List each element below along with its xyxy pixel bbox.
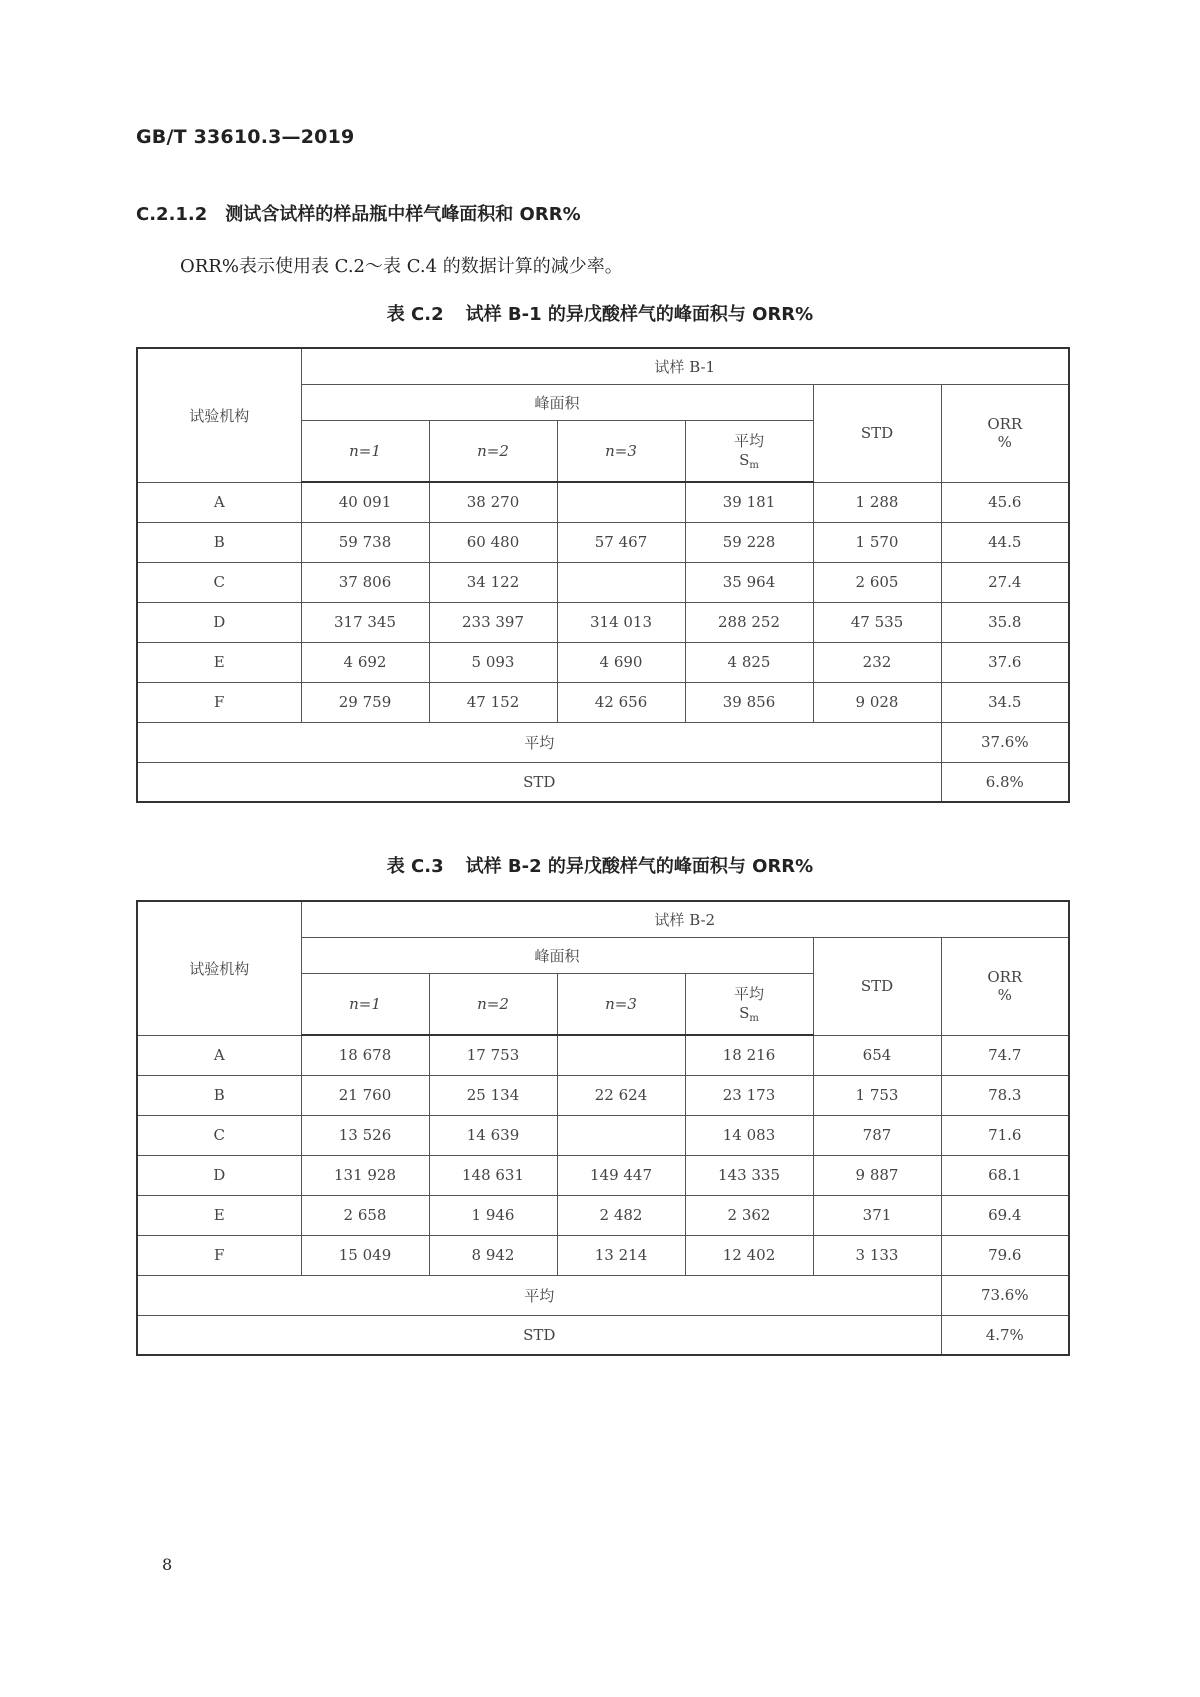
table-cell: 73.6% bbox=[941, 1275, 1069, 1315]
table-cell: 2 362 bbox=[685, 1195, 813, 1235]
sm-symbol-part: m bbox=[749, 1013, 759, 1025]
summary-row-avg bbox=[137, 1275, 1069, 1315]
table-caption bbox=[0, 300, 1200, 326]
table-cell: 1 753 bbox=[813, 1075, 941, 1115]
header-peak-area: 峰面积 bbox=[301, 384, 813, 420]
sm-symbol-part: m bbox=[749, 460, 759, 472]
header-lab: 试验机构 bbox=[137, 901, 301, 1035]
table-cell: 79.6 bbox=[941, 1235, 1069, 1275]
table-row bbox=[137, 642, 1069, 682]
header-std: STD bbox=[813, 937, 941, 1035]
table-cell: STD bbox=[137, 762, 941, 802]
table-cell: 59 228 bbox=[685, 522, 813, 562]
table-cell: 787 bbox=[813, 1115, 941, 1155]
header-n3: n=3 bbox=[557, 973, 685, 1035]
table-cell: 14 639 bbox=[429, 1115, 557, 1155]
table-cell: 4.7% bbox=[941, 1315, 1069, 1355]
summary-row-avg bbox=[137, 722, 1069, 762]
summary-row-std bbox=[137, 1315, 1069, 1355]
table-cell bbox=[557, 1035, 685, 1075]
table-cell: F bbox=[137, 1235, 301, 1275]
table-cell: 39 181 bbox=[685, 482, 813, 522]
table-cell: 18 678 bbox=[301, 1035, 429, 1075]
table-cell: 6.8% bbox=[941, 762, 1069, 802]
header-n2: n=2 bbox=[429, 973, 557, 1035]
sm-symbol-part: S bbox=[739, 451, 750, 470]
header-sm bbox=[686, 1004, 813, 1024]
header-std: STD bbox=[813, 384, 941, 482]
table-cell: 34 122 bbox=[429, 562, 557, 602]
table-cell: 131 928 bbox=[301, 1155, 429, 1195]
table-title: 试样 B-2 的异戊酸样气的峰面积与 ORR% bbox=[465, 856, 814, 877]
table-cell: 9 887 bbox=[813, 1155, 941, 1195]
table-cell: 29 759 bbox=[301, 682, 429, 722]
header-lab: 试验机构 bbox=[137, 348, 301, 482]
table-row bbox=[137, 562, 1069, 602]
table-cell: C bbox=[137, 1115, 301, 1155]
table-cell: 57 467 bbox=[557, 522, 685, 562]
table-cell: 149 447 bbox=[557, 1155, 685, 1195]
table-row bbox=[137, 1235, 1069, 1275]
table-cell: 1 570 bbox=[813, 522, 941, 562]
standard-code: GB/T 33610.3—2019 bbox=[136, 126, 355, 148]
table-cell bbox=[557, 1115, 685, 1155]
table-cell: 78.3 bbox=[941, 1075, 1069, 1115]
table-row bbox=[137, 682, 1069, 722]
table-cell: 42 656 bbox=[557, 682, 685, 722]
table-cell: 60 480 bbox=[429, 522, 557, 562]
table-cell: 8 942 bbox=[429, 1235, 557, 1275]
table-cell: E bbox=[137, 642, 301, 682]
summary-row-std bbox=[137, 762, 1069, 802]
table-row bbox=[137, 1035, 1069, 1075]
table-cell: 2 482 bbox=[557, 1195, 685, 1235]
header-n3: n=3 bbox=[557, 420, 685, 482]
table-cell: 13 214 bbox=[557, 1235, 685, 1275]
section-heading bbox=[136, 200, 581, 226]
table-cell: 5 093 bbox=[429, 642, 557, 682]
table-cell: 3 133 bbox=[813, 1235, 941, 1275]
table-cell: 74.7 bbox=[941, 1035, 1069, 1075]
data-table bbox=[136, 347, 1070, 803]
table-cell: B bbox=[137, 1075, 301, 1115]
table-cell: 34.5 bbox=[941, 682, 1069, 722]
table-cell: 40 091 bbox=[301, 482, 429, 522]
page-number: 8 bbox=[162, 1555, 173, 1574]
sm-symbol-part: S bbox=[739, 1004, 750, 1023]
table-cell: 37.6 bbox=[941, 642, 1069, 682]
table-cell: 35.8 bbox=[941, 602, 1069, 642]
section-paragraph: ORR%表示使用表 C.2～表 C.4 的数据计算的减少率。 bbox=[180, 256, 623, 277]
header-sm bbox=[686, 451, 813, 471]
table-cell: 38 270 bbox=[429, 482, 557, 522]
table-row bbox=[137, 522, 1069, 562]
table-cell: 14 083 bbox=[685, 1115, 813, 1155]
table-cell: 317 345 bbox=[301, 602, 429, 642]
header-sample: 试样 B-1 bbox=[301, 348, 1069, 384]
table-cell: 71.6 bbox=[941, 1115, 1069, 1155]
header-orr bbox=[941, 937, 1069, 1035]
table-cell: 35 964 bbox=[685, 562, 813, 602]
header-avg-label: 平均 bbox=[733, 985, 764, 1004]
table-row bbox=[137, 1075, 1069, 1115]
table-cell: 44.5 bbox=[941, 522, 1069, 562]
table-number: 表 C.2 bbox=[386, 304, 444, 325]
table-cell: 37 806 bbox=[301, 562, 429, 602]
table-row bbox=[137, 482, 1069, 522]
table-cell: 47 535 bbox=[813, 602, 941, 642]
table-row bbox=[137, 602, 1069, 642]
table-cell: 233 397 bbox=[429, 602, 557, 642]
table-cell: 2 605 bbox=[813, 562, 941, 602]
table-cell: 2 658 bbox=[301, 1195, 429, 1235]
table-cell: 15 049 bbox=[301, 1235, 429, 1275]
table-row bbox=[137, 1155, 1069, 1195]
table-cell: C bbox=[137, 562, 301, 602]
table-caption bbox=[0, 852, 1200, 878]
table-cell: 18 216 bbox=[685, 1035, 813, 1075]
table-cell: 13 526 bbox=[301, 1115, 429, 1155]
table-cell: 4 825 bbox=[685, 642, 813, 682]
table-cell: 27.4 bbox=[941, 562, 1069, 602]
table-cell: 59 738 bbox=[301, 522, 429, 562]
table-title: 试样 B-1 的异戊酸样气的峰面积与 ORR% bbox=[465, 304, 814, 325]
table-cell: 654 bbox=[813, 1035, 941, 1075]
header-avg-label: 平均 bbox=[733, 432, 764, 451]
header-orr bbox=[941, 384, 1069, 482]
header-sample: 试样 B-2 bbox=[301, 901, 1069, 937]
table-cell: 4 690 bbox=[557, 642, 685, 682]
table-cell: 12 402 bbox=[685, 1235, 813, 1275]
table-cell: 39 856 bbox=[685, 682, 813, 722]
table-cell: F bbox=[137, 682, 301, 722]
table-cell: 68.1 bbox=[941, 1155, 1069, 1195]
header-orr-unit: % bbox=[997, 433, 1012, 451]
table-cell: STD bbox=[137, 1315, 941, 1355]
table-cell: A bbox=[137, 1035, 301, 1075]
table-cell: D bbox=[137, 1155, 301, 1195]
table-cell: 23 173 bbox=[685, 1075, 813, 1115]
table-cell: 9 028 bbox=[813, 682, 941, 722]
table-cell: D bbox=[137, 602, 301, 642]
table-cell bbox=[557, 482, 685, 522]
table-cell: 45.6 bbox=[941, 482, 1069, 522]
header-n2: n=2 bbox=[429, 420, 557, 482]
section-title: 测试含试样的样品瓶中样气峰面积和 ORR% bbox=[225, 204, 581, 225]
table-row bbox=[137, 1195, 1069, 1235]
header-orr-label: ORR bbox=[987, 415, 1023, 433]
table-cell: 平均 bbox=[137, 722, 941, 762]
table-cell: 22 624 bbox=[557, 1075, 685, 1115]
table-row bbox=[137, 1115, 1069, 1155]
header-n1: n=1 bbox=[301, 973, 429, 1035]
table-cell: 69.4 bbox=[941, 1195, 1069, 1235]
table-cell: 143 335 bbox=[685, 1155, 813, 1195]
table-cell: 47 152 bbox=[429, 682, 557, 722]
table-cell: 25 134 bbox=[429, 1075, 557, 1115]
header-orr-label: ORR bbox=[987, 968, 1023, 986]
table-cell: 4 692 bbox=[301, 642, 429, 682]
table-cell: 148 631 bbox=[429, 1155, 557, 1195]
header-orr-unit: % bbox=[997, 986, 1012, 1004]
header-n1: n=1 bbox=[301, 420, 429, 482]
table-number: 表 C.3 bbox=[386, 856, 444, 877]
table-cell: B bbox=[137, 522, 301, 562]
table-cell: 平均 bbox=[137, 1275, 941, 1315]
table-cell: 314 013 bbox=[557, 602, 685, 642]
table-cell bbox=[557, 562, 685, 602]
table-cell: 1 288 bbox=[813, 482, 941, 522]
data-table bbox=[136, 900, 1070, 1356]
header-peak-area: 峰面积 bbox=[301, 937, 813, 973]
table-cell: 1 946 bbox=[429, 1195, 557, 1235]
table-cell: 37.6% bbox=[941, 722, 1069, 762]
table-cell: 288 252 bbox=[685, 602, 813, 642]
header-avg bbox=[685, 420, 813, 482]
section-number: C.2.1.2 bbox=[136, 204, 208, 225]
header-avg bbox=[685, 973, 813, 1035]
table-cell: 371 bbox=[813, 1195, 941, 1235]
table-cell: 232 bbox=[813, 642, 941, 682]
table-cell: 17 753 bbox=[429, 1035, 557, 1075]
table-cell: A bbox=[137, 482, 301, 522]
table-cell: 21 760 bbox=[301, 1075, 429, 1115]
table-cell: E bbox=[137, 1195, 301, 1235]
